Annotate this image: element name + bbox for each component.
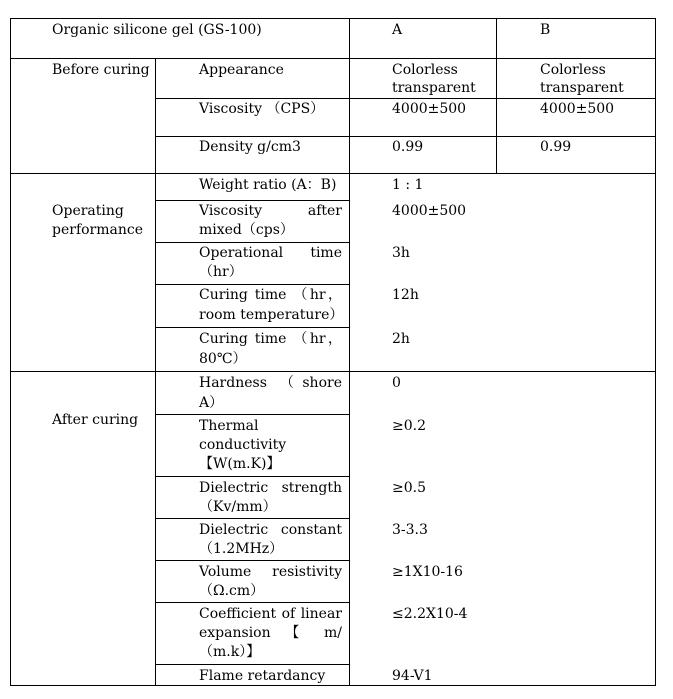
spec-table bbox=[10, 18, 656, 686]
volume-resistivity-label-line-2: （Ω.cm） bbox=[199, 583, 265, 599]
curing-80-value: 2h bbox=[392, 331, 410, 347]
linear-expansion-label-line-2: expansion 【 m/ bbox=[199, 625, 342, 641]
dielectric-constant-label-line-2: （1.2MHz） bbox=[199, 541, 284, 557]
section-operating-line-2: performance bbox=[52, 222, 144, 238]
section-after-curing: After curing bbox=[52, 412, 139, 428]
dielectric-strength-value: ≥0.5 bbox=[392, 480, 426, 496]
section-before-curing: Before curing bbox=[52, 62, 150, 78]
curing-80-label-line-2: 80℃） bbox=[199, 351, 247, 367]
density-a-value: 0.99 bbox=[392, 139, 424, 155]
appearance-b-line-2: transparent bbox=[540, 80, 624, 96]
weight-ratio-value: 1 : 1 bbox=[392, 177, 424, 193]
viscosity-mixed-label-line-2: mixed（cps） bbox=[199, 222, 294, 238]
thermal-value: ≥0.2 bbox=[392, 418, 426, 434]
appearance-label: Appearance bbox=[199, 62, 284, 78]
flame-retardancy-value: 94-V1 bbox=[392, 668, 433, 684]
appearance-a-line-2: transparent bbox=[392, 80, 476, 96]
flame-retardancy-label: Flame retardancy bbox=[199, 668, 326, 684]
linear-expansion-value: ≤2.2X10-4 bbox=[392, 606, 468, 622]
thermal-label-line-3: 【W(m.K)】 bbox=[199, 456, 281, 472]
hardness-label-line-1: Hardness （shore bbox=[199, 375, 342, 391]
linear-expansion-label-line-1: Coefficient of linear bbox=[199, 606, 342, 622]
operational-time-label-line-1: Operational time bbox=[199, 245, 342, 261]
volume-resistivity-label-line-1: Volume resistivity bbox=[199, 564, 342, 580]
curing-80-label-line-1: Curing time （hr， bbox=[199, 331, 342, 347]
dielectric-constant-value: 3-3.3 bbox=[392, 522, 428, 538]
column-a-header: A bbox=[392, 22, 403, 38]
viscosity-mixed-value: 4000±500 bbox=[392, 203, 467, 219]
operational-time-value: 3h bbox=[392, 245, 410, 261]
hardness-value: 0 bbox=[392, 375, 401, 391]
product-name-header: Organic silicone gel (GS-100) bbox=[52, 22, 262, 38]
dielectric-strength-label-line-2: （Kv/mm） bbox=[199, 499, 277, 515]
thermal-label-line-2: conductivity bbox=[199, 437, 287, 453]
appearance-b-line-1: Colorless bbox=[540, 62, 606, 78]
density-b-value: 0.99 bbox=[540, 139, 572, 155]
density-label: Density g/cm3 bbox=[199, 139, 301, 155]
weight-ratio-label: Weight ratio (A：B) bbox=[199, 177, 337, 193]
viscosity-a-value: 4000±500 bbox=[392, 101, 467, 117]
curing-room-value: 12h bbox=[392, 287, 419, 303]
section-operating-line-1: Operating bbox=[52, 203, 124, 219]
operational-time-label-line-2: （hr） bbox=[199, 264, 243, 280]
volume-resistivity-value: ≥1X10-16 bbox=[392, 564, 463, 580]
column-b-header: B bbox=[540, 22, 551, 38]
curing-room-label-line-2: room temperature） bbox=[199, 307, 344, 323]
viscosity-b-value: 4000±500 bbox=[540, 101, 615, 117]
dielectric-strength-label-line-1: Dielectric strength bbox=[199, 480, 342, 496]
viscosity-mixed-label-line-1: Viscosity after bbox=[199, 203, 342, 219]
thermal-label-line-1: Thermal bbox=[199, 418, 259, 434]
curing-room-label-line-1: Curing time （hr， bbox=[199, 287, 342, 303]
viscosity-label: Viscosity （CPS） bbox=[199, 101, 325, 117]
dielectric-constant-label-line-1: Dielectric constant bbox=[199, 522, 342, 538]
appearance-a-line-1: Colorless bbox=[392, 62, 458, 78]
linear-expansion-label-line-3: （m.k）】 bbox=[199, 644, 261, 660]
hardness-label-line-2: A） bbox=[199, 395, 224, 411]
